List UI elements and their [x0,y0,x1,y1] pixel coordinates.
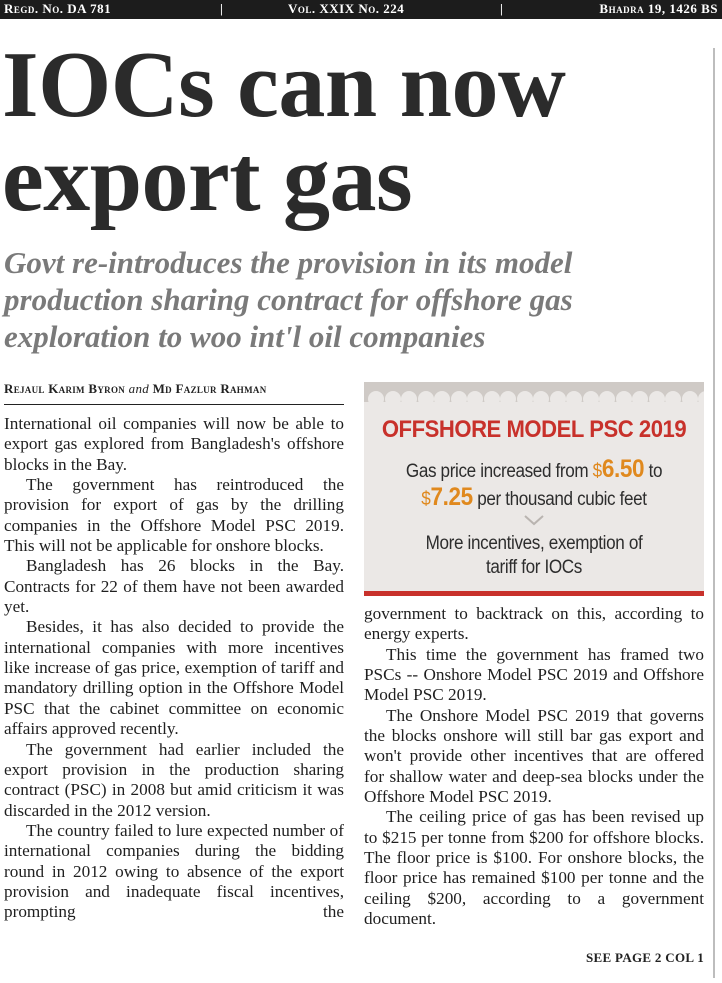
currency-symbol: $ [592,461,602,482]
author-name: Md Fazlur Rahman [152,381,267,396]
article-paragraph: government to backtrack on this, according to energy experts. [364,604,704,644]
volume-number: Vol. XXIX No. 224 [288,1,405,16]
scallop [533,391,549,402]
masthead-separator: | [500,1,504,16]
scallop [418,391,434,402]
masthead-separator: | [220,1,224,16]
scallop [500,391,516,402]
scallop [434,391,450,402]
headline: IOCs can now export gas [2,33,566,231]
scallop [698,391,704,402]
byline-conjunction: and [128,381,150,396]
scallop [583,391,599,402]
scallop [368,391,384,402]
article-paragraph: The country failed to lure expected number of international companies during the bidding round in 2012 owing to absence of the export provision and inadequate fiscal incentives, prompting the [4,820,344,922]
scallop [517,391,533,402]
scallop [616,391,632,402]
scalloped-border [364,382,704,402]
incentives-line: More incentives, exemption of tariff for IOCs [425,533,643,578]
article-paragraph: This time the government has framed two PSCs -- Onshore Model PSC 2019 and Offshore Model PSC 2019. [364,644,704,705]
scallop [484,391,500,402]
article-paragraph: International oil companies will now be able to export gas explored from Bangladesh's offshore blocks in the Bay. [4,414,344,474]
article-paragraph: Besides, it has also decided to provide the international companies with more incentives like increase of gas price, exemption of tariff and mandatory drilling option in the Offshore Model PSC that the cabinet committee on economic affairs approved recently. [4,617,344,739]
continuation-note: SEE PAGE 2 COL 1 [586,950,704,965]
article-column-left [4,414,344,923]
masthead-bar [0,0,722,19]
scallop [550,391,566,402]
scallop [467,391,483,402]
gas-price-line-2 [381,484,687,513]
chevron-down-icon [523,514,545,526]
scallop [649,391,665,402]
price-suffix: per thousand cubic feet [477,489,647,510]
currency-symbol: $ [421,489,431,510]
byline [4,381,344,405]
gas-price-line [381,456,687,485]
article-column-right [364,604,704,930]
scallop [682,391,698,402]
scallop [599,391,615,402]
issue-date: Bhadra 19, 1426 BS [599,1,718,16]
old-price: 6.50 [601,455,645,483]
new-price: 7.25 [430,483,473,511]
deck-subheadline: Govt re-introduces the provision in its model production sharing contract for offshore gas exploration to woo int'l oil companies [4,245,573,354]
price-to: to [648,461,663,482]
info-box-title: OFFSHORE MODEL PSC 2019 [381,416,687,443]
author-name: Rejaul Karim Byron [4,381,126,396]
article-paragraph: Bangladesh has 26 blocks in the Bay. Contracts for 22 of them have not been awarded yet. [4,556,344,617]
scallop [451,391,467,402]
price-prefix: Gas price increased from [405,461,589,482]
article-paragraph: The Onshore Model PSC 2019 that governs the blocks onshore will still bar gas export and won't provide other incentives that are offered for shallow water and deep-sea blocks under the Offshore Model PSC 2019. [364,705,704,807]
info-box [364,382,704,596]
registration-number: Regd. No. DA 781 [4,1,112,16]
article-paragraph: The government has reintroduced the provision for export of gas by the drilling companies in the Offshore Model PSC 2019. This will not be applicable for onshore blocks. [4,475,344,556]
article-paragraph: The ceiling price of gas has been revised up to $215 per tonne from $200 for offshore blocks. The floor price is $100. For onshore blocks, the floor price has remained $100 per tonne and the ceiling $200, according to a government document. [364,807,704,929]
scallop [401,391,417,402]
scallop [385,391,401,402]
article-paragraph: The government had earlier included the export provision in the production sharing contract (PSC) in 2008 but amid criticism it was discarded in the 2012 version. [4,739,344,820]
column-rule [713,48,715,978]
scallop [665,391,681,402]
scallop [566,391,582,402]
scallop [632,391,648,402]
